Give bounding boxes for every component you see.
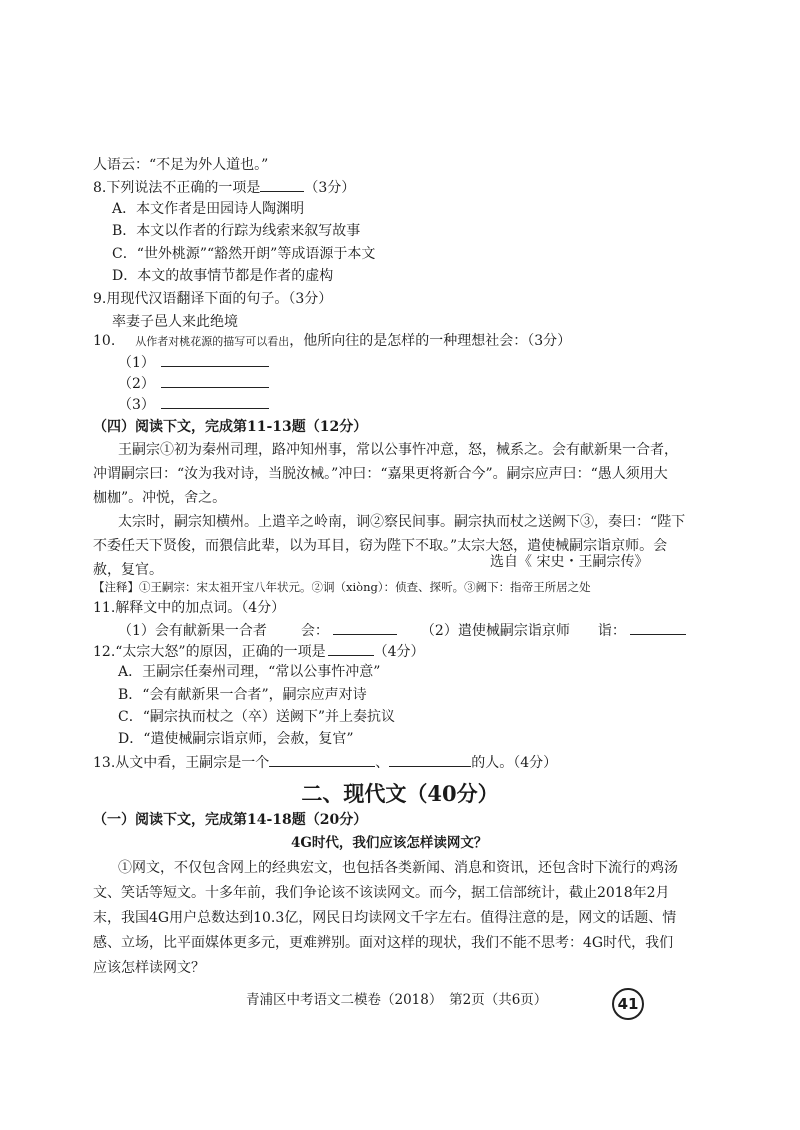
answer-label: （1） [118, 355, 155, 371]
intro-line: 人语云：“不足为外人道也。” [93, 157, 269, 173]
separator: 、 [375, 755, 390, 771]
answer-blank [333, 620, 397, 635]
article-title: 4G时代，我们应该怎样读网文？ [291, 835, 488, 851]
question-12 [93, 641, 425, 661]
item-1-label: 会： [300, 623, 329, 639]
passage-line: 赦，复官。 [93, 562, 163, 578]
question-10 [93, 332, 571, 351]
question-9: 9.用现代汉语翻译下面的句子。（3分） [93, 291, 333, 307]
question-text: 13.从文中看，王嗣宗是一个 [93, 755, 270, 771]
passage-source: 选自《 宋史・王嗣宗传》 [490, 554, 649, 570]
option-12a: A．王嗣宗任秦州司理，“常以公事忤冲意” [118, 664, 381, 680]
answer-blank [161, 373, 269, 388]
answer-label: （3） [118, 397, 155, 413]
passage-line: 枷枷”。冲悦，舍之。 [93, 490, 227, 506]
article-line: 末，我国4G用户总数达到10.3亿，网民日均读网文千字左右。值得注意的是，网文的话题、情 [93, 910, 677, 926]
answer-blank [161, 394, 269, 409]
option-8b: B．本文以作者的行踪为线索来叙写故事 [112, 223, 361, 239]
answer-line-1 [118, 352, 269, 372]
article-line: 感、立场，比平面媒体更多元，更难辨别。面对这样的现状，我们不能不思考：4G时代，我们 [93, 935, 674, 951]
page-number-circle: 41 [612, 988, 644, 1020]
question-text-end: 的人。（4分） [471, 755, 558, 771]
option-8c: C．“世外桃源”“豁然开朗”等成语源于本文 [112, 246, 376, 262]
page-footer: 青浦区中考语文二模卷（2018） 第2页（共6页） [246, 992, 548, 1008]
question-13 [93, 752, 557, 772]
option-12d: D．“遣使械嗣宗诣京师，会赦，复官” [118, 731, 354, 747]
question-11: 11.解释文中的加点词。（4分） [93, 600, 286, 616]
section-4-title: （四）阅读下文，完成第11-13题（12分） [93, 419, 368, 435]
option-8a: A．本文作者是田园诗人陶渊明 [112, 201, 305, 217]
score: （4分） [373, 644, 425, 660]
answer-label: （2） [118, 376, 155, 392]
question-8 [93, 177, 355, 197]
passage-line: 冲谓嗣宗曰：“汝为我对诗，当脱汝械。”冲曰：“嘉果更将新合今”。嗣宗应声曰：“愚人须用大 [93, 466, 668, 482]
article-line: 应该怎样读网文？ [93, 960, 205, 976]
option-12b: B．“会有献新果一合者”，嗣宗应声对诗 [118, 687, 367, 703]
article-line: ①网文，不仅包含网上的经典宏文，也包括各类新闻、消息和资讯，还包含时下流行的鸡汤 [118, 860, 678, 876]
answer-blank [389, 752, 471, 767]
score: （3分） [304, 180, 356, 196]
option-12c: C．“嗣宗执而杖之（卒）送阙下”并上奏抗议 [118, 709, 396, 725]
answer-blank [161, 352, 269, 367]
article-line: 文、笑话等短文。十多年前，我们争论该不该读网文。而今，据工信部统计，截止2018年2月 [93, 885, 670, 901]
item-1: （1）会有献新果一合者 [118, 623, 267, 639]
answer-blank [630, 620, 686, 635]
answer-blank [269, 752, 375, 767]
question-text-small: 从作者对桃花源的描写可以看出 [135, 335, 290, 348]
passage-line: 太宗时，嗣宗知横州。上遣辛之岭南，诇②察民间事。嗣宗执而杖之送阙下③，奏曰：“陛下 [118, 514, 686, 530]
question-9-sentence: 率妻子邑人来此绝境 [112, 314, 238, 330]
item-2-label: 诣： [597, 623, 626, 639]
section-2-heading: 二、现代文（40分） [301, 781, 499, 806]
passage-line: 王嗣宗①初为秦州司理，路冲知州事，常以公事忤冲意，怒，械系之。会有献新果一合者， [118, 442, 678, 458]
question-text: ，他所向往的是怎样的一种理想社会：（3分） [289, 333, 572, 349]
question-number: 10. [93, 333, 116, 349]
answer-line-2 [118, 373, 269, 393]
answer-blank [328, 641, 374, 656]
annotation-note: 【注释】①王嗣宗：宋太祖开宝八年状元。②诇（xiòng）：侦查、探听。③阙下：指帝王所居之处 [93, 580, 591, 594]
question-text: 8.下列说法不正确的一项是 [93, 180, 261, 196]
question-11-items [118, 620, 686, 640]
option-8d: D．本文的故事情节都是作者的虚构 [112, 268, 334, 284]
subsection-1-title: （一）阅读下文，完成第14-18题（20分） [93, 812, 368, 828]
question-text: 12.“太宗大怒”的原因，正确的一项是 [93, 644, 326, 660]
item-2: （2）遣使械嗣宗诣京师 [420, 623, 570, 639]
answer-line-3 [118, 394, 269, 414]
answer-blank [260, 177, 304, 192]
passage-line: 不委任天下贤俊，而猥信此辈，以为耳目，窃为陛下不取。”太宗大怒，遣使械嗣宗诣京师。会 [93, 538, 668, 554]
